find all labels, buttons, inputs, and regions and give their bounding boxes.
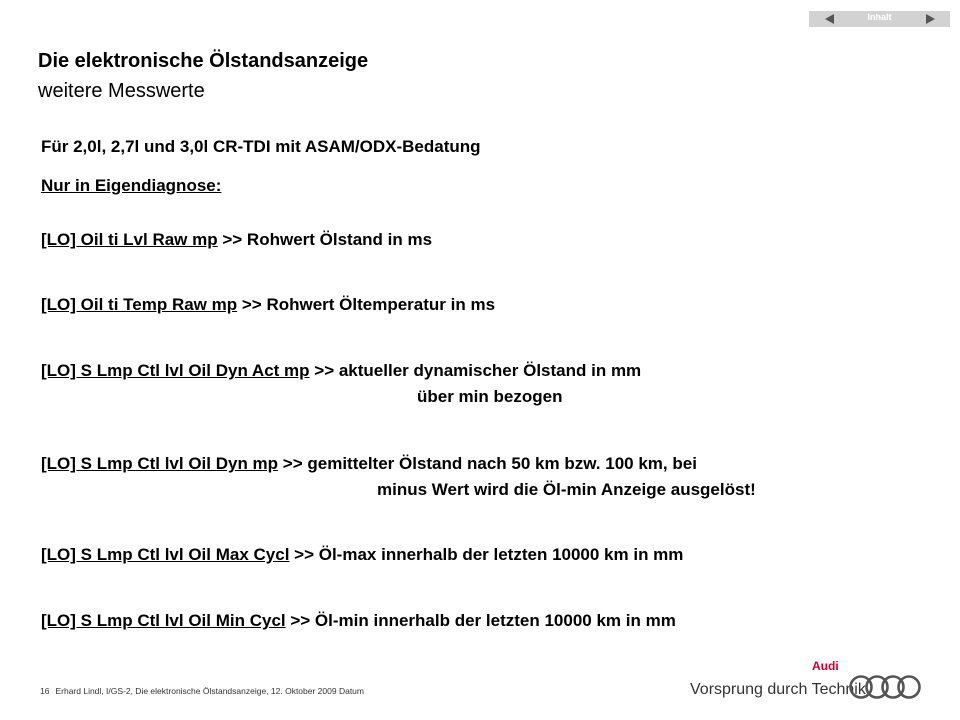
footer-text: Erhard Lindl, I/GS-2, Die elektronische Ölstandsanzeige, 12. Oktober 2009 Datum <box>55 686 364 696</box>
list-item <box>41 361 641 381</box>
list-item <box>41 295 495 315</box>
item-desc: >> Rohwert Ölstand in ms <box>217 230 433 249</box>
item-code: [LO] S Lmp Ctl lvl Oil Max Cycl <box>41 545 290 564</box>
item-desc-continuation: minus Wert wird die Öl-min Anzeige ausgelöst! <box>377 480 756 499</box>
triangle-right-icon[interactable] <box>926 14 935 24</box>
item-code: [LO] S Lmp Ctl lvl Oil Min Cycl <box>41 611 286 630</box>
item-desc: >> Rohwert Öltemperatur in ms <box>237 295 496 314</box>
content-heading: Für 2,0l, 2,7l und 3,0l CR-TDI mit ASAM/ODX-Bedatung <box>41 137 481 156</box>
list-item <box>41 545 683 565</box>
item-code: [LO] Oil ti Lvl Raw mp <box>41 230 218 249</box>
nav-bar <box>809 11 950 27</box>
item-desc-continuation: über min bezogen <box>417 387 563 406</box>
item-code: [LO] S Lmp Ctl lvl Oil Dyn mp <box>41 454 279 473</box>
audi-rings-icon <box>848 673 924 701</box>
item-code: [LO] S Lmp Ctl lvl Oil Dyn Act mp <box>41 361 310 380</box>
inhalt-link[interactable]: Inhalt <box>867 12 892 22</box>
slide-title: Die elektronische Ölstandsanzeige <box>38 50 369 72</box>
slide-subtitle: weitere Messwerte <box>38 80 205 102</box>
item-desc: >> Öl-max innerhalb der letzten 10000 km in mm <box>289 545 684 564</box>
page-number: 16 <box>40 686 50 696</box>
section-label: Nur in Eigendiagnose: <box>41 176 222 195</box>
item-desc: >> Öl-min innerhalb der letzten 10000 km in mm <box>285 611 676 630</box>
item-desc: >> gemittelter Ölstand nach 50 km bzw. 100 km, bei <box>278 454 697 473</box>
list-item <box>41 611 676 631</box>
item-desc: >> aktueller dynamischer Ölstand in mm <box>309 361 642 380</box>
footer <box>40 686 364 696</box>
item-code: [LO] Oil ti Temp Raw mp <box>41 295 238 314</box>
list-item <box>41 230 432 250</box>
list-item <box>41 454 697 474</box>
brand-name: Audi <box>812 659 839 673</box>
brand-slogan: Vorsprung durch Technik <box>690 681 866 698</box>
